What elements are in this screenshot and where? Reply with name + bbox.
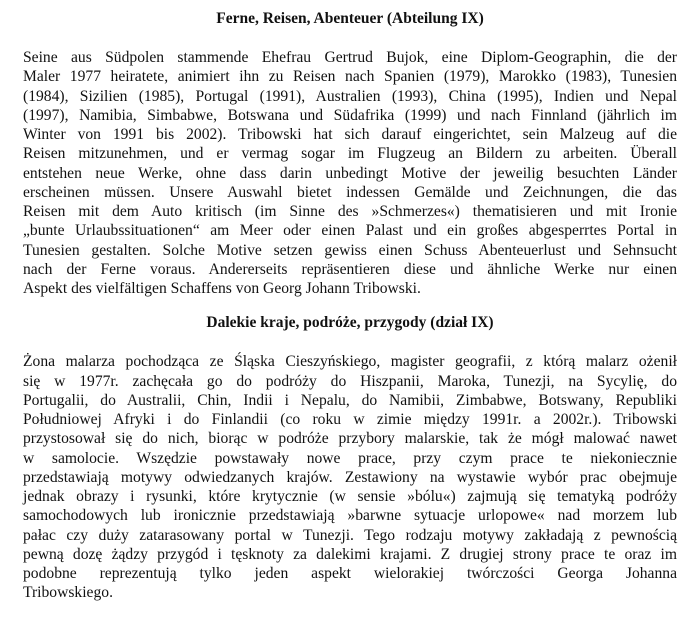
paragraph-line: Reisen mit dem Auto kritisch (im Sinne des »Schmerzes«) thematisieren und mit Ironie — [23, 203, 677, 220]
paragraph-line: Maler 1977 heiratete, animiert ihn zu Reisen nach Spanien (1979), Marokko (1983), Tunesien — [23, 68, 677, 86]
paragraph-line: pałac czy duży zatarasowany portal w Tunezji. Tego rodzaju motywy zakładają z pewnością — [23, 526, 677, 544]
paragraph-line: pewną dozę żądzy przygód i tęsknoty za dalekimi krajami. Z drugiej strony prace te oraz im — [23, 545, 677, 563]
paragraph-line: Żona malarza pochodząca ze Śląska Cieszyńskiego, magister geografii, z którą malarz ożenił — [23, 353, 677, 371]
paragraph-line: Portugalii, do Australii, Chin, Indii i Nepalu, do Namibii, Zimbabwe, Botswany, Republiki — [23, 391, 677, 409]
paragraph-polish — [23, 352, 677, 602]
paragraph-line: jednak obrazy i rysunki, które krytycznie (w sensie »bólu«) zajmują się tematyką podróży — [23, 488, 677, 505]
paragraph-line: Seine aus Südpolen stammende Ehefrau Gertrud Bujok, eine Diplom-Geographin, die der — [23, 49, 677, 66]
paragraph-line: Winter von 1991 bis 2002). Tribowski hat sich darauf eingerichtet, sein Malzeug auf die — [23, 126, 677, 143]
paragraph-line: Aspekt des vielfältigen Schaffens von Georg Johann Tribowski. — [23, 280, 421, 297]
paragraph-line: (1984), Sizilien (1985), Portugal (1991), Australien (1993), China (1995), Indien und Nepal — [23, 87, 677, 105]
paragraph-line: Południowej Afryki i do Finlandii (co roku w zimie między 1991r. a 2002r.). Tribowski — [23, 411, 677, 428]
paragraph-line: (1997), Namibia, Simbabwe, Botswana und Südafrika (1999) und nach Finnland (jährlich im — [23, 106, 677, 124]
paragraph-line: nach der Ferne voraus. Andererseits repräsentieren diese und ähnliche Werke nur einen — [23, 260, 677, 278]
paragraph-line: samochodowych lub ironicznie przedstawiają »barwne sytuacje urlopowe« nad morzem lub — [23, 507, 677, 525]
heading-polish: Dalekie kraje, podróże, przygody (dział IX) — [206, 314, 494, 332]
paragraph-line: Tunesien gestalten. Solche Motive setzen gewiss einen Schuss Abenteuerlust und Sehnsucht — [23, 241, 677, 259]
paragraph-line: się w 1977r. zachęcała go do podróży do Hiszpanii, Maroka, Tunezji, na Sycylię, do — [23, 372, 677, 390]
paragraph-line: Tribowskiego. — [23, 584, 113, 602]
paragraph-line: podobne reprezentują tylko jeden aspekt wielorakiej twórczości Georga Johanna — [23, 565, 677, 582]
heading-german: Ferne, Reisen, Abenteuer (Abteilung IX) — [216, 10, 484, 27]
paragraph-line: przedstawiają motywy odwiedzanych krajów. Zestawiony na wystawie wybór prac obejmuje — [23, 468, 677, 486]
paragraph-line: w samolocie. Wszędzie powstawały nowe prace, przy czym prace te niekoniecznie — [23, 449, 677, 467]
document-page — [23, 8, 677, 603]
paragraph-line: przystosował się do nich, biorąc w podróże przybory malarskie, tak że mógł malować nawet — [23, 430, 677, 448]
paragraph-line: „bunte Urlaubssituationen“ am Meer oder einen Palast und ein großes abgesperrtes Portal in — [23, 222, 677, 240]
paragraph-german — [23, 48, 677, 298]
paragraph-line: entstehen neue Werke, ohne dass darin unbedingt Motive der jeweilig besuchten Länder — [23, 164, 677, 182]
paragraph-line: Reisen mitzunehmen, und er vermag sogar im Flugzeug an Bildern zu arbeiten. Überall — [23, 145, 677, 163]
paragraph-line: erscheinen müssen. Unsere Auswahl bietet indessen Gemälde und Zeichnungen, die das — [23, 183, 677, 201]
